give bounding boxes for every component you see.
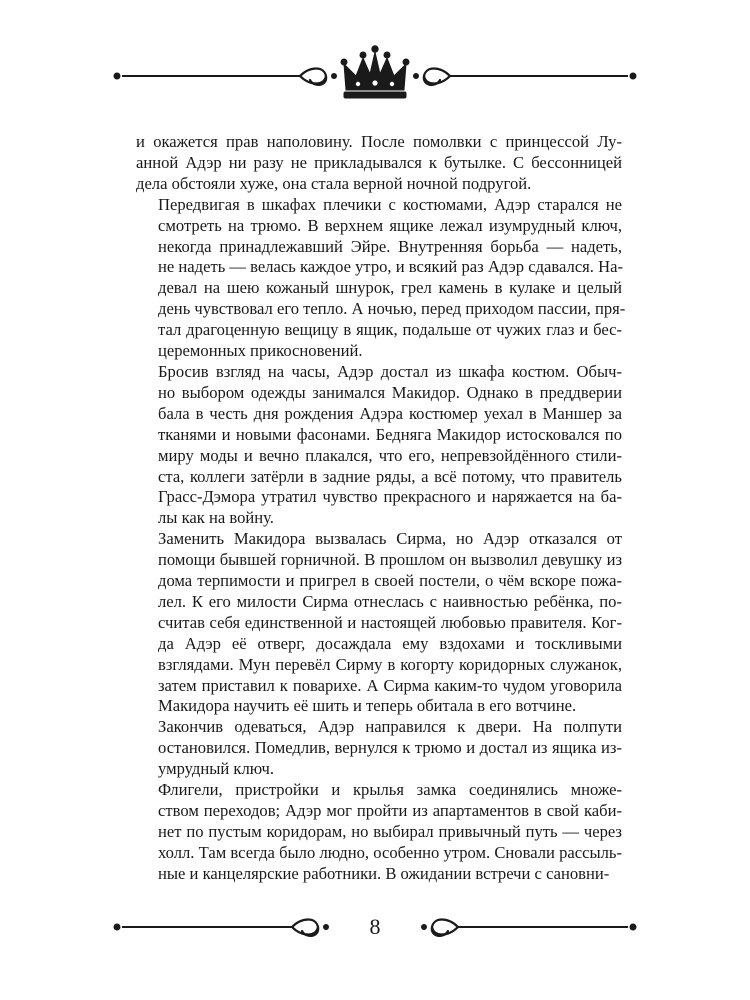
text-line: Грасс-Дэмора утратил чувство прекрасного и наряжается на ба- [158, 487, 622, 507]
text-line: помощи бывшей горничной. В прошлом он вызволил девушку из [158, 550, 622, 570]
text-line: смотреть на трюмо. В верхнем ящике лежал изумрудный ключ, [158, 215, 622, 235]
text-line: Заменить Макидора вызвалась Сирма, но Адэр отказался от [158, 529, 622, 549]
footer-right-flourish-icon [421, 920, 458, 936]
text-line: остановился. Помедлив, вернулся к трюмо и достал из ящика из- [158, 738, 622, 758]
left-dot-icon [114, 73, 121, 80]
text-line: Передвигая в шкафах плечики с костюмами, Адэр старался не [158, 194, 622, 214]
text-line: но выбором одежды занимался Макидор. Однако в преддверии [158, 382, 622, 402]
text-line: считав себя единственной и настоящей любовью правителя. Ког- [158, 612, 622, 632]
right-dot-icon [630, 73, 637, 80]
text-line: Бросив взгляд на часы, Адэр достал из шкафа костюм. Обыч- [158, 361, 622, 381]
text-line: некогда принадлежавший Эйре. Внутренняя борьба — надеть, [158, 236, 622, 256]
left-flourish-icon [300, 69, 337, 85]
text-line: миру моды и вечно плакался, что его, непревзойдённого стили- [158, 445, 622, 465]
text-line: Закончив одеваться, Адэр направился к двери. На полпути [158, 717, 622, 737]
text-line: день чувствовал его тепло. А ночью, перед приходом пассии, пря- [158, 299, 626, 319]
text-line: тал драгоценную вещицу в ящик, подальше от чужих глаз и бес- [158, 320, 622, 340]
paragraph [136, 362, 622, 529]
page-text [136, 132, 626, 885]
text-line: дома терпимости и пригрел в своей постели, о чём вскоре пожа- [158, 571, 622, 591]
text-line: Макидора научить её шить и теперь обитала в его вотчине. [158, 696, 577, 716]
header-ornament [112, 42, 638, 106]
crown-divider-icon [112, 42, 638, 106]
text-line: да Адэр её отверг, досаждала ему вздохами и тоскливыми [158, 633, 622, 653]
text-line: дела обстояли хуже, она стала верной ночной подругой. [136, 173, 532, 193]
text-line: Флигели, пристройки и крылья замка соединялись множе- [158, 780, 622, 800]
text-line: взглядами. Мун перевёл Сирму в когорту коридорных служанок, [158, 654, 622, 674]
page-number: 8 [369, 914, 381, 939]
text-line: и окажется прав наполовину. После помолвки с принцессой Лу- [136, 132, 622, 151]
paragraph [136, 194, 626, 362]
text-line: не надеть — велась каждое утро, и всякий раз Адэр сдавался. На- [158, 257, 623, 277]
text-line: затем приставил к поварихе. А Сирма каким-то чудом уговорила [158, 675, 622, 695]
text-line: ста, коллеги затёрли в задние ряды, а всё потому, что правитель [158, 466, 622, 486]
text-line: анной Адэр ни разу не прикладывался к бутылке. С бессонницей [136, 152, 622, 172]
text-line: девал на шею кожаный шнурок, грел камень в кулаке и целый [158, 278, 622, 298]
paragraph [136, 529, 622, 717]
paragraph [136, 780, 622, 885]
text-line: холл. Там всегда было людно, особенно утром. Сновали рассыль- [158, 842, 622, 862]
right-flourish-icon [413, 69, 450, 85]
paragraph [136, 132, 622, 195]
paragraph [136, 717, 622, 780]
footer-left-flourish-icon [292, 920, 329, 936]
text-line: ством переходов; Адэр мог пройти из апартаментов в свой каби- [158, 801, 622, 820]
text-line: нет по пустым коридорам, но выбирал привычный путь — через [158, 821, 622, 841]
text-line: тканями и новыми фасонами. Бедняга Макидор истосковался по [158, 424, 622, 444]
text-line: ные и канцелярские работники. В ожидании встречи с сановни- [158, 863, 610, 883]
text-line: умрудный ключ. [158, 759, 275, 779]
text-line: лел. К его милости Сирма отнеслась с наивностью ребёнка, по- [158, 591, 622, 611]
text-line: лы как на войну. [158, 508, 274, 528]
text-line: церемонных прикосновений. [158, 341, 363, 361]
crown-icon [341, 46, 409, 98]
text-line: бала в честь дня рождения Адэра костюмер уехал в Маншер за [158, 403, 622, 423]
